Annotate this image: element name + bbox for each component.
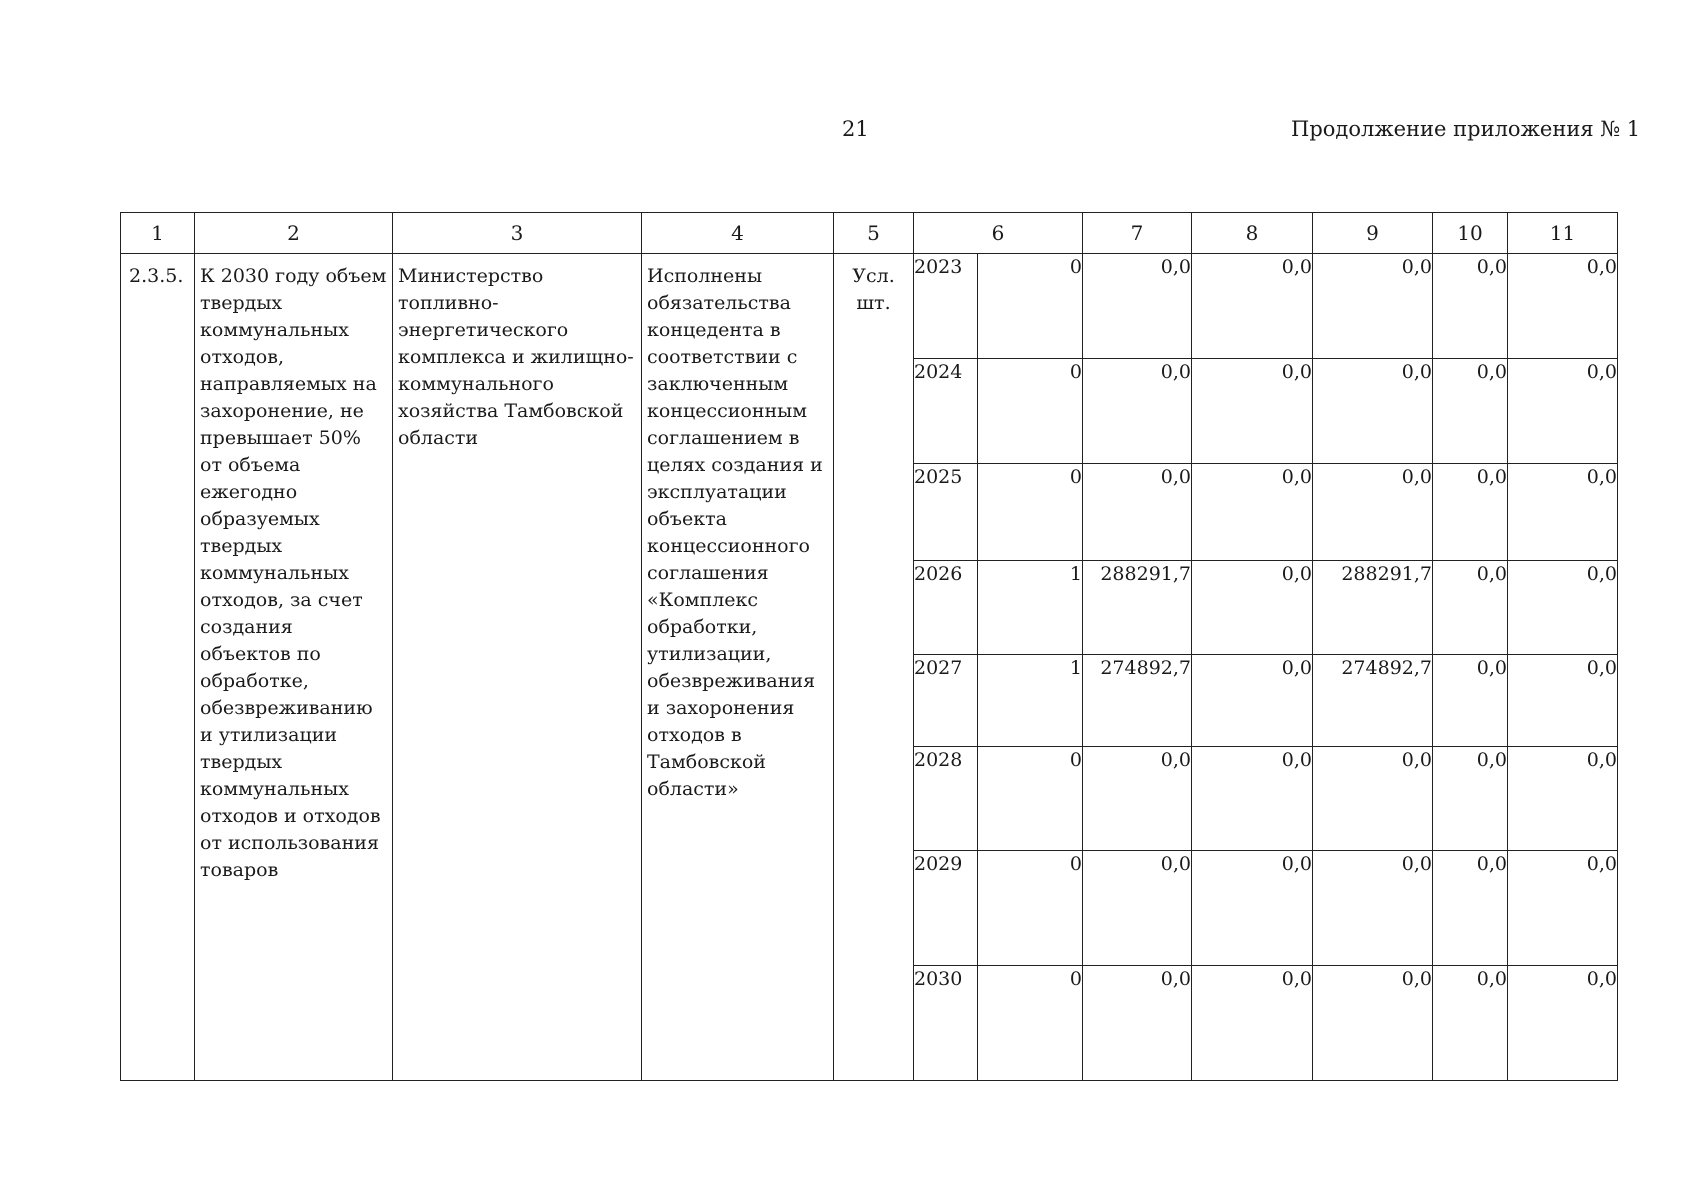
value-col7-cell: 0,0 — [1083, 747, 1192, 851]
value-col10-cell: 0,0 — [1433, 851, 1508, 966]
value-col9-cell: 0,0 — [1313, 747, 1433, 851]
quantity-cell: 0 — [978, 359, 1083, 464]
value-col11-cell: 0,0 — [1508, 359, 1618, 464]
value-col10-cell: 0,0 — [1433, 464, 1508, 561]
column-header: 4 — [642, 213, 834, 254]
value-col9-cell: 0,0 — [1313, 359, 1433, 464]
unit-cell — [834, 254, 914, 1081]
year-cell: 2028 — [914, 747, 978, 851]
column-header: 1 — [121, 213, 195, 254]
year-cell: 2027 — [914, 655, 978, 747]
value-col11-cell: 0,0 — [1508, 851, 1618, 966]
quantity-cell: 1 — [978, 561, 1083, 655]
value-col11-cell: 0,0 — [1508, 747, 1618, 851]
row-number-cell — [121, 254, 195, 1081]
quantity-cell: 0 — [978, 254, 1083, 359]
value-col8-cell: 0,0 — [1192, 966, 1313, 1081]
value-col7-cell: 0,0 — [1083, 966, 1192, 1081]
result-cell-text: Исполнены обязательства концедента в соответствии с заключенным концессионным соглашением в целях создания и эксплуатации объекта концессионного соглашения «Комплекс обработки, утилизации, обезвреживания и захоронения отходов в Тамбовской области» — [647, 265, 823, 800]
value-col8-cell: 0,0 — [1192, 655, 1313, 747]
value-col11-cell: 0,0 — [1508, 254, 1618, 359]
value-col9-cell: 0,0 — [1313, 254, 1433, 359]
page-number: 21 — [842, 117, 869, 141]
value-col7-cell: 0,0 — [1083, 254, 1192, 359]
value-col7-cell: 0,0 — [1083, 359, 1192, 464]
value-col10-cell: 0,0 — [1433, 966, 1508, 1081]
value-col9-cell: 0,0 — [1313, 464, 1433, 561]
unit-cell-text: Усл. шт. — [852, 265, 895, 314]
value-col8-cell: 0,0 — [1192, 747, 1313, 851]
responsible-cell — [393, 254, 642, 1081]
value-col10-cell: 0,0 — [1433, 254, 1508, 359]
column-number-row — [121, 213, 1618, 254]
quantity-cell: 0 — [978, 747, 1083, 851]
year-cell: 2029 — [914, 851, 978, 966]
value-col11-cell: 0,0 — [1508, 655, 1618, 747]
year-cell: 2030 — [914, 966, 978, 1081]
value-col7-cell: 288291,7 — [1083, 561, 1192, 655]
column-header: 3 — [393, 213, 642, 254]
value-col8-cell: 0,0 — [1192, 464, 1313, 561]
value-col9-cell: 274892,7 — [1313, 655, 1433, 747]
result-cell — [642, 254, 834, 1081]
value-col8-cell: 0,0 — [1192, 851, 1313, 966]
column-header: 11 — [1508, 213, 1618, 254]
column-header: 9 — [1313, 213, 1433, 254]
column-header: 6 — [914, 213, 1083, 254]
value-col8-cell: 0,0 — [1192, 561, 1313, 655]
quantity-cell: 0 — [978, 966, 1083, 1081]
value-col9-cell: 0,0 — [1313, 851, 1433, 966]
value-col10-cell: 0,0 — [1433, 655, 1508, 747]
value-col9-cell: 288291,7 — [1313, 561, 1433, 655]
year-cell: 2026 — [914, 561, 978, 655]
appendix-continuation-label: Продолжение приложения № 1 — [1291, 117, 1641, 141]
year-cell: 2024 — [914, 359, 978, 464]
indicator-cell — [195, 254, 393, 1081]
quantity-cell: 0 — [978, 851, 1083, 966]
value-col11-cell: 0,0 — [1508, 966, 1618, 1081]
value-col11-cell: 0,0 — [1508, 464, 1618, 561]
indicator-cell-text: К 2030 году объем твердых коммунальных отходов, направляемых на захоронение, не превышает 50% от объема ежегодно образуемых твердых коммунальных отходов, за счет создания объектов по обработке, обезвреживанию и утилизации твердых коммунальных отходов и отходов от использования товаров — [200, 265, 387, 881]
value-col7-cell: 0,0 — [1083, 464, 1192, 561]
program-table — [120, 212, 1618, 1081]
value-col8-cell: 0,0 — [1192, 254, 1313, 359]
column-header: 8 — [1192, 213, 1313, 254]
column-header: 7 — [1083, 213, 1192, 254]
responsible-cell-text: Министерство топливно- энергетического комплекса и жилищно- коммунального хозяйства Тамбовской области — [398, 265, 634, 449]
year-cell: 2025 — [914, 464, 978, 561]
table-row — [121, 254, 1618, 359]
value-col10-cell: 0,0 — [1433, 747, 1508, 851]
value-col8-cell: 0,0 — [1192, 359, 1313, 464]
value-col10-cell: 0,0 — [1433, 561, 1508, 655]
column-header: 2 — [195, 213, 393, 254]
quantity-cell: 1 — [978, 655, 1083, 747]
value-col10-cell: 0,0 — [1433, 359, 1508, 464]
column-header: 5 — [834, 213, 914, 254]
value-col7-cell: 274892,7 — [1083, 655, 1192, 747]
year-cell: 2023 — [914, 254, 978, 359]
row-number-cell-text: 2.3.5. — [129, 265, 184, 287]
quantity-cell: 0 — [978, 464, 1083, 561]
value-col7-cell: 0,0 — [1083, 851, 1192, 966]
value-col11-cell: 0,0 — [1508, 561, 1618, 655]
column-header: 10 — [1433, 213, 1508, 254]
value-col9-cell: 0,0 — [1313, 966, 1433, 1081]
